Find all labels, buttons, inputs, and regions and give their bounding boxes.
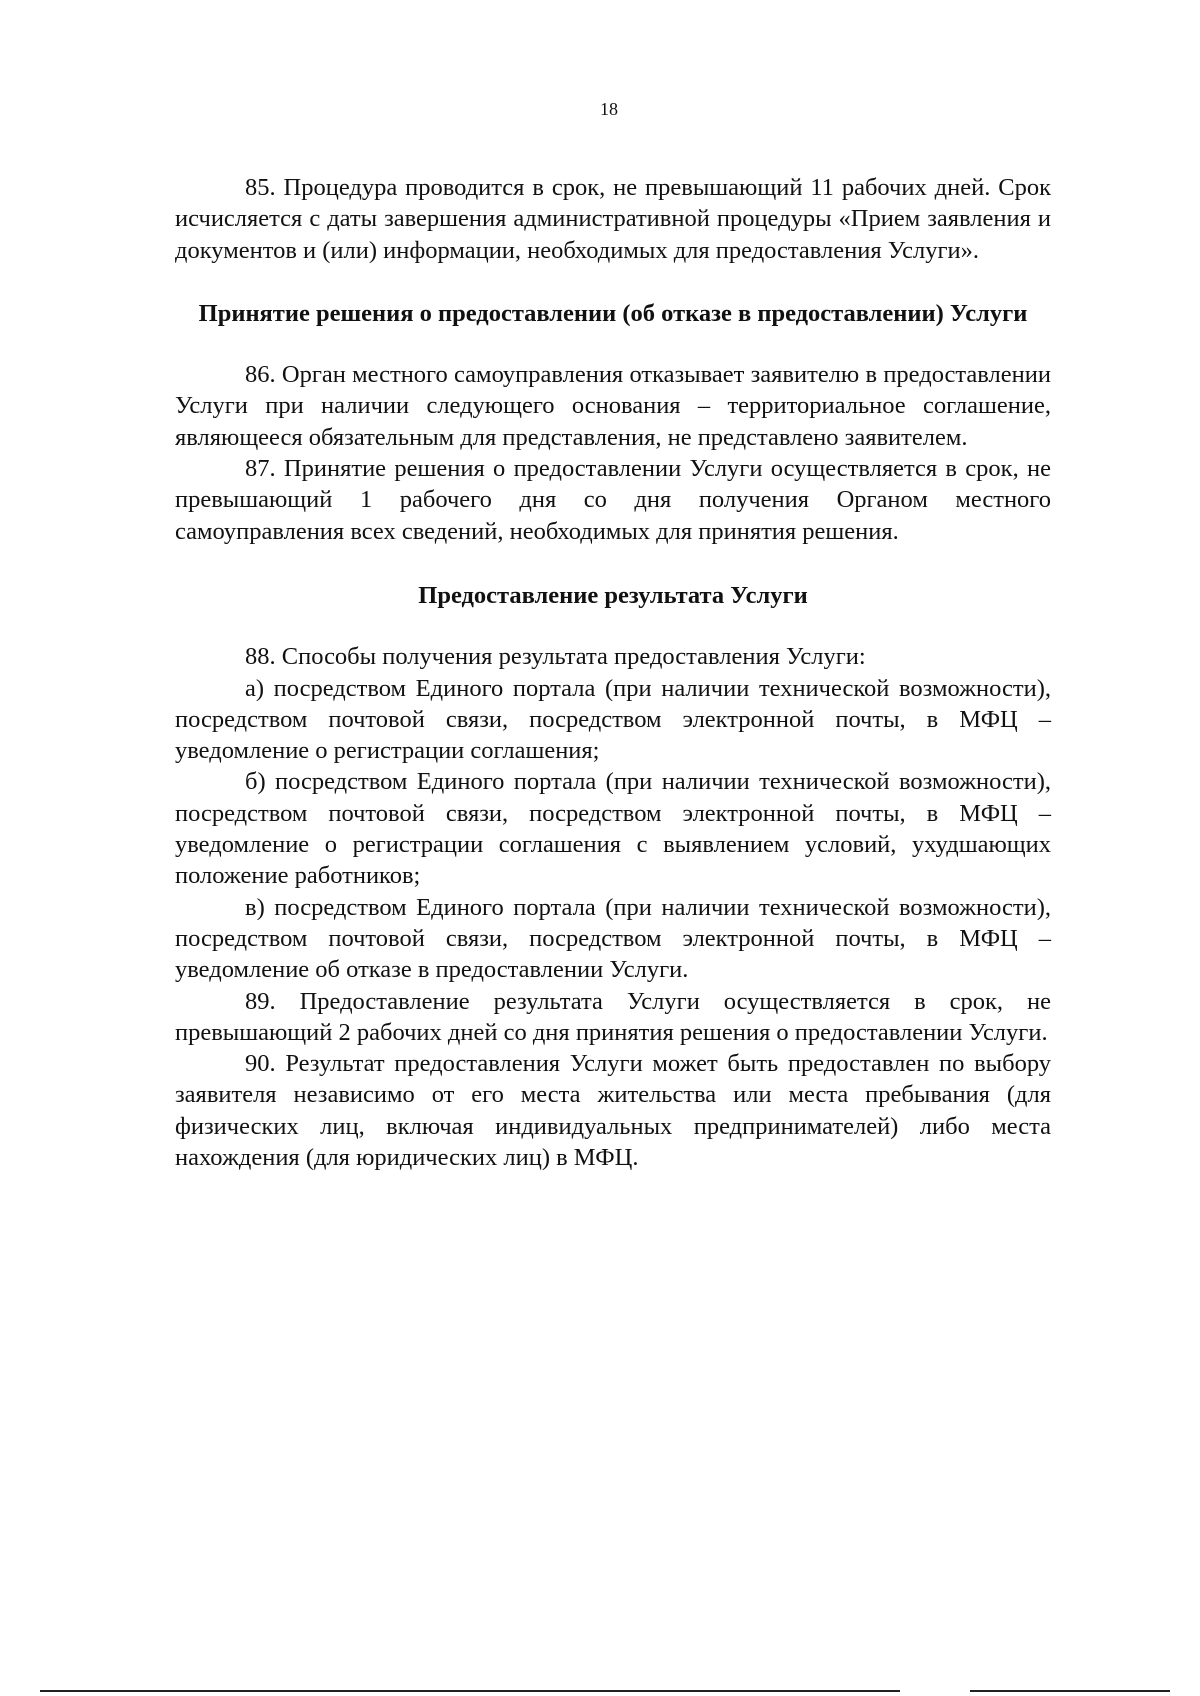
paragraph-88-b: б) посредством Единого портала (при наличии технической возможности), посредством почтовой связи, посредством электронной почты, в МФЦ – уведомление о регистрации соглашения с выявлением условий, ухудшающих положение работников; xyxy=(175,768,1051,890)
page-number: 18 xyxy=(600,99,618,119)
section-heading-decision: Принятие решения о предоставлении (об отказе в предоставлении) Услуги xyxy=(198,299,1028,327)
paragraph-89: 89. Предоставление результата Услуги осуществляется в срок, не превышающий 2 рабочих дней со дня принятия решения о предоставлении Услуги. xyxy=(175,987,1051,1046)
bottom-scan-line-right xyxy=(970,1690,1170,1692)
paragraph-85: 85. Процедура проводится в срок, не превышающий 11 рабочих дней. Срок исчисляется с даты завершения административной процедуры «Прием заявления и документов и (или) информации, необходимых для предоставления Услуги». xyxy=(175,174,1051,264)
paragraph-88-v: в) посредством Единого портала (при наличии технической возможности), посредством почтовой связи, посредством электронной почты, в МФЦ – уведомление об отказе в предоставлении Услуги. xyxy=(175,893,1051,984)
paragraph-88-a: а) посредством Единого портала (при наличии технической возможности), посредством почтовой связи, посредством электронной почты, в МФЦ – уведомление о регистрации соглашения; xyxy=(175,674,1051,765)
paragraph-88: 88. Способы получения результата предоставления Услуги: xyxy=(245,643,866,671)
bottom-scan-line-left xyxy=(40,1690,900,1692)
document-body xyxy=(175,172,1051,1173)
section-heading-result: Предоставление результата Услуги xyxy=(418,581,808,609)
paragraph-90: 90. Результат предоставления Услуги может быть предоставлен по выбору заявителя независимо от его места жительства или места пребывания (для физических лиц, включая индивидуальных предпринимателей) либо места нахождения (для юридических лиц) в МФЦ. xyxy=(175,1050,1051,1172)
paragraph-86: 86. Орган местного самоуправления отказывает заявителю в предоставлении Услуги при наличии следующего основания – территориальное соглашение, являющееся обязательным для представления, не представлено заявителем. xyxy=(175,361,1051,451)
paragraph-87: 87. Принятие решения о предоставлении Услуги осуществляется в срок, не превышающий 1 рабочего дня со дня получения Органом местного самоуправления всех сведений, необходимых для принятия решения. xyxy=(175,455,1051,545)
